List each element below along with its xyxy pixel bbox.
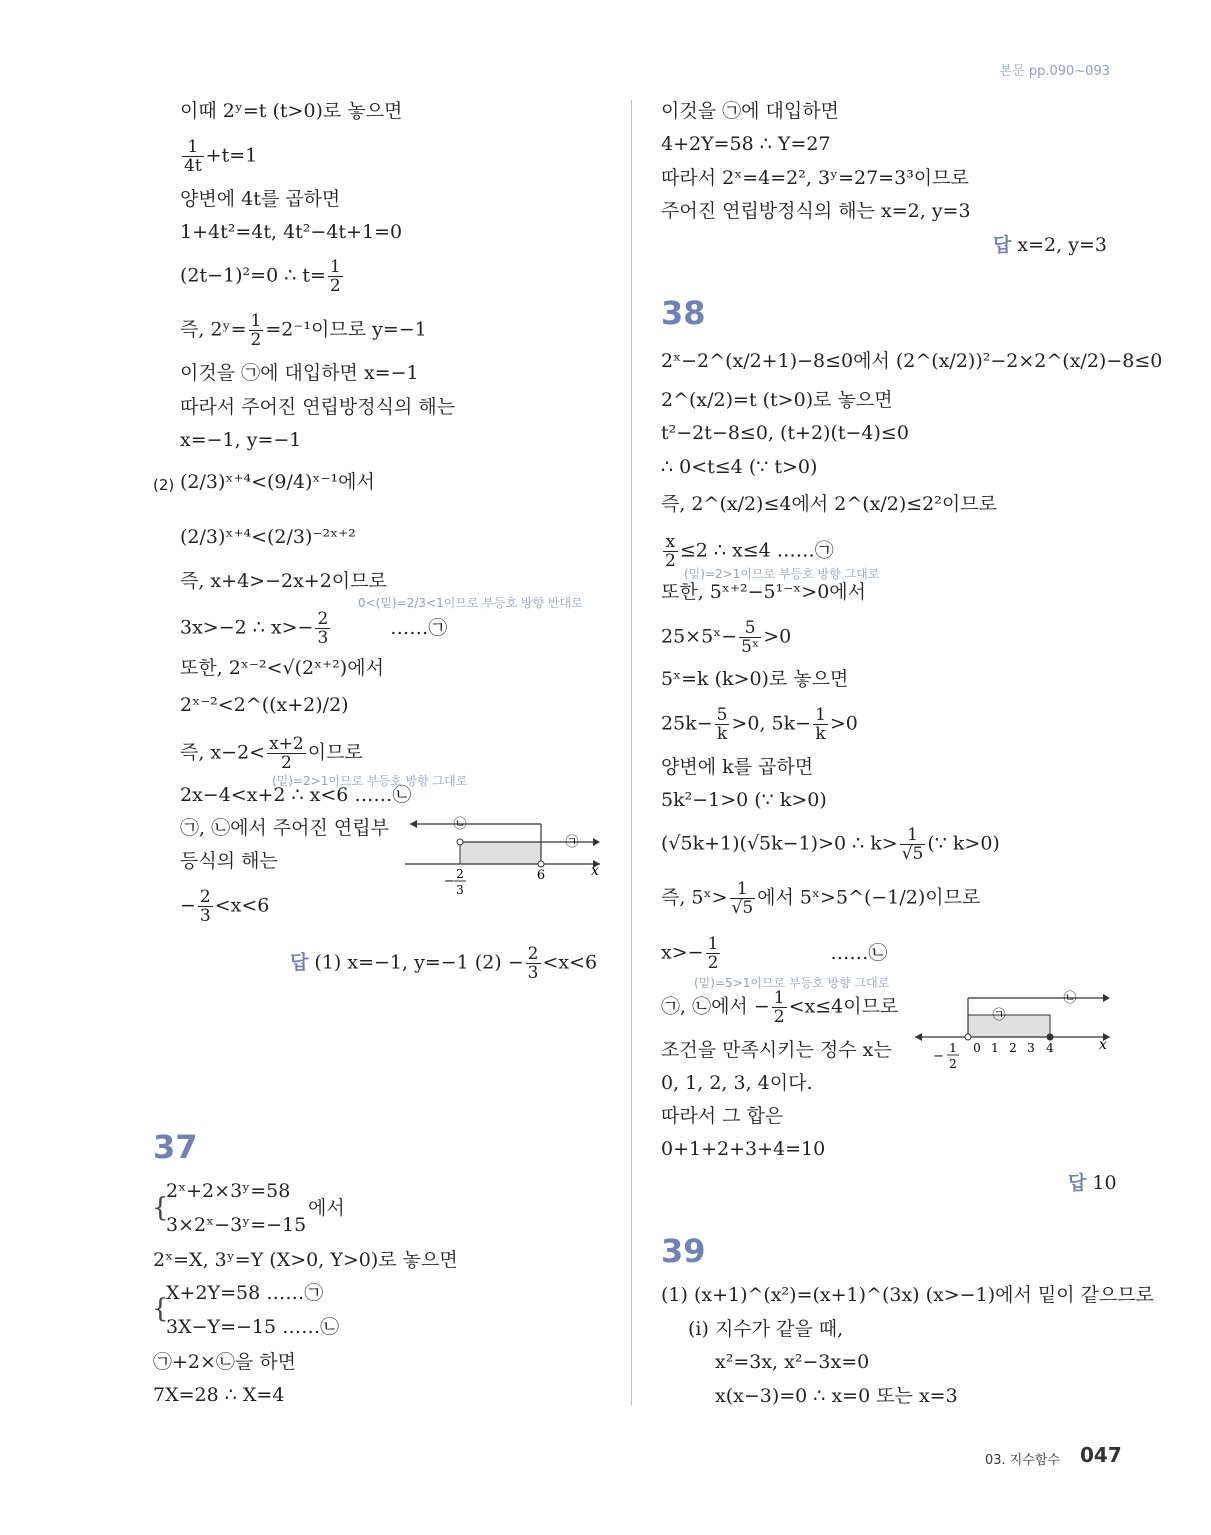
page-number: 047	[1080, 1443, 1122, 1467]
circle-label: ㉠	[992, 1008, 1006, 1023]
left-line-14: 또한, 2ˣ⁻²<√(2ˣ⁺²)에서	[180, 657, 384, 679]
axis-label: x	[591, 863, 599, 879]
left-line-17: 2x−4<x+2 ∴ x<6 ……㉡	[180, 784, 412, 806]
left-line-4: 1+4t²=4t, 4t²−4t+1=0	[180, 221, 403, 243]
tick-label: 1	[949, 1041, 957, 1055]
fraction: $\frac{2}{3}$	[199, 887, 211, 926]
answer-line: 답 10	[1068, 1172, 1117, 1194]
tick-label: 0	[973, 1041, 981, 1055]
fraction: $\frac{x}{2}$	[665, 532, 676, 571]
open-point	[965, 1034, 971, 1040]
number-line-graph	[910, 985, 1120, 1075]
p38-line-6: $\frac{x}{2}$ ≤2 ∴ x≤4 ……㉠	[665, 532, 834, 571]
brace: {	[152, 1193, 169, 1223]
closed-point	[1047, 1034, 1053, 1040]
p38-line-12: 5k²−1>0 (∵ k>0)	[661, 789, 827, 811]
solution-region	[968, 1015, 1050, 1037]
system-eq-2: 3×2ˣ−3ʸ=−15	[166, 1214, 307, 1236]
p37-line-1: 2ˣ=X, 3ʸ=Y (X>0, Y>0)로 놓으면	[153, 1249, 458, 1271]
p38-line-2: 2^(x/2)=t (t>0)로 놓으면	[661, 389, 893, 411]
p38-line-15: x>− $\frac{1}{2}$ ……㉡	[661, 934, 888, 973]
left-line-18: ㉠, ㉡에서 주어진 연립부	[180, 817, 389, 839]
tick-label: 6	[536, 868, 546, 883]
arrow-icon	[410, 820, 417, 828]
left-line-3: 양변에 4t를 곱하면	[180, 188, 341, 210]
fraction: $\frac{1}{2}$	[250, 311, 262, 350]
fraction: $\frac{2}{3}$	[527, 944, 539, 983]
arrow-icon	[1103, 994, 1110, 1002]
annotation-note: 0<(밑)=2/3<1이므로 부등호 방향 반대로	[358, 596, 583, 610]
p38-line-11: 양변에 k를 곱하면	[661, 756, 814, 778]
left-line-7: 이것을 ㉠에 대입하면 x=−1	[180, 362, 419, 384]
left-line-8: 따라서 주어진 연립방정식의 해는	[180, 396, 456, 418]
fraction: $\frac{1}{4t}$	[184, 137, 202, 176]
p38-line-7: 또한, 5ˣ⁺²−5¹⁻ˣ>0에서	[661, 581, 866, 603]
left-line-9: x=−1, y=−1	[180, 429, 302, 451]
right-line-4: 주어진 연립방정식의 해는 x=2, y=3	[661, 200, 971, 222]
problem-number: 38	[661, 294, 706, 332]
subproblem-label: (2)	[153, 476, 175, 494]
page-reference: 본문 pp.090~093	[999, 64, 1110, 79]
problem-number: 39	[661, 1232, 706, 1270]
right-line-1: 이것을 ㉠에 대입하면	[661, 100, 839, 122]
fraction: $\frac{1}{2}$	[707, 934, 719, 973]
axis-label: x	[1099, 1037, 1107, 1053]
annotation-note: (밑)=5>1이므로 부등호 방향 그대로	[694, 976, 890, 990]
p37-line-2: ㉠+2×㉡을 하면	[153, 1351, 297, 1373]
right-line-3: 따라서 2ˣ=4=2², 3ʸ=27=3³이므로	[661, 167, 969, 189]
answer-line: 답 (1) x=−1, y=−1 (2) − $\frac{2}{3}$ <x<6	[290, 944, 598, 983]
open-point	[457, 839, 463, 845]
p38-line-10: 25k− $\frac{5}{k}$ >0, 5k− $\frac{1}{k}$ >0	[661, 705, 858, 744]
system-eq-4: 3X−Y=−15 ……㉡	[166, 1316, 340, 1338]
answer-line: 답 x=2, y=3	[993, 234, 1107, 256]
tick-label: 4	[1046, 1041, 1054, 1055]
system-eq-3: X+2Y=58 ……㉠	[166, 1282, 324, 1304]
fraction: $\frac{1}{√5}$	[901, 825, 924, 864]
left-line-20: − $\frac{2}{3}$ <x<6	[180, 887, 270, 926]
left-line-10: (2/3)ˣ⁺⁴<(9/4)ˣ⁻¹에서	[180, 471, 375, 493]
arrow-icon	[593, 838, 600, 846]
fraction: $\frac{1}{√5}$	[731, 879, 754, 918]
fraction: $\frac{2}{3}$	[317, 609, 329, 648]
left-line-15: 2ˣ⁻²<2^((x+2)/2)	[180, 694, 349, 716]
left-line-2: $\frac{1}{4t}$ +t=1	[184, 137, 258, 176]
circle-label: ㉡	[453, 817, 467, 832]
tick-label: 1	[991, 1041, 999, 1055]
tick-label: 3	[456, 883, 464, 897]
left-line-1: 이때 2ʸ=t (t>0)로 놓으면	[180, 100, 403, 122]
open-point	[538, 861, 544, 867]
tick-label: 3	[1027, 1041, 1035, 1055]
p38-line-16: ㉠, ㉡에서 − $\frac{1}{2}$ <x≤4이므로	[661, 988, 899, 1027]
fraction: $\frac{1}{2}$	[773, 988, 785, 1027]
left-line-13: 3x>−2 ∴ x>− $\frac{2}{3}$ ……㉠	[180, 609, 448, 648]
solution-region	[460, 842, 541, 864]
column-divider	[631, 100, 632, 1405]
tick-label: 2	[1009, 1041, 1017, 1055]
left-line-11: (2/3)ˣ⁺⁴<(2/3)⁻²ˣ⁺²	[180, 526, 356, 548]
p38-line-18: 0, 1, 2, 3, 4이다.	[661, 1072, 813, 1094]
p39-line-3: x²=3x, x²−3x=0	[715, 1351, 870, 1373]
right-line-2: 4+2Y=58 ∴ Y=27	[661, 133, 831, 155]
p39-line-1: (1) (x+1)^(x²)=(x+1)^(3x) (x>−1)에서 밑이 같으므로	[661, 1284, 1155, 1306]
problem-number: 37	[153, 1128, 198, 1166]
system-eq-1: 2ˣ+2×3ʸ=58	[166, 1180, 291, 1202]
left-line-5: (2t−1)²=0 ∴ t= $\frac{1}{2}$	[180, 257, 341, 296]
tick-label: 2	[456, 867, 464, 881]
fraction: $\frac{x+2}{2}$	[269, 734, 304, 773]
p38-line-19: 따라서 그 합은	[661, 1105, 784, 1127]
circle-label: ㉡	[1063, 991, 1077, 1006]
p39-line-4: x(x−3)=0 ∴ x=0 또는 x=3	[715, 1385, 958, 1407]
tick-label: −	[444, 874, 455, 889]
p37-line-3: 7X=28 ∴ X=4	[153, 1384, 285, 1406]
p38-line-14: 즉, 5ˣ> $\frac{1}{√5}$ 에서 5ˣ>5^(−1/2)이므로	[661, 879, 981, 918]
p38-line-1: 2ˣ−2^(x/2+1)−8≤0에서 (2^(x/2))²−2×2^(x/2)−8≤0	[661, 350, 1163, 372]
number-line-graph	[400, 812, 610, 902]
left-line-6: 즉, 2ʸ= $\frac{1}{2}$ =2⁻¹이므로 y=−1	[180, 311, 427, 350]
system-tail: 에서	[308, 1197, 345, 1219]
p38-line-5: 즉, 2^(x/2)≤4에서 2^(x/2)≤2²이므로	[661, 493, 997, 515]
arrow-icon	[915, 1033, 922, 1041]
p38-line-4: ∴ 0<t≤4 (∵ t>0)	[661, 456, 818, 478]
brace: {	[152, 1294, 169, 1324]
fraction: $\frac{1}{2}$	[329, 257, 341, 296]
p38-line-13: (√5k+1)(√5k−1)>0 ∴ k> $\frac{1}{√5}$ (∵ k>0)	[661, 825, 1000, 864]
p38-line-17: 조건을 만족시키는 정수 x는	[661, 1039, 892, 1061]
fraction: $\frac{5}{\text{5ˣ}}$	[741, 618, 760, 657]
circle-label: ㉠	[565, 835, 579, 850]
p38-line-9: 5ˣ=k (k>0)로 놓으면	[661, 668, 849, 690]
p38-line-8: 25×5ˣ− $\frac{5}{\text{5ˣ}}$ >0	[661, 618, 792, 657]
left-line-12: 즉, x+4>−2x+2이므로	[180, 570, 387, 592]
fraction: $\frac{5}{k}$	[716, 705, 728, 744]
p38-line-3: t²−2t−8≤0, (t+2)(t−4)≤0	[661, 422, 909, 444]
p38-line-20: 0+1+2+3+4=10	[661, 1138, 826, 1160]
annotation-note: (밑)=2>1이므로 부등호 방향 그대로	[684, 567, 880, 581]
annotation-note: (밑)=2>1이므로 부등호 방향 그대로	[272, 774, 468, 788]
footer-section: 03. 지수함수	[985, 1453, 1061, 1468]
tick-label: −	[933, 1049, 944, 1064]
tick-label: 2	[949, 1057, 957, 1071]
left-line-19: 등식의 해는	[180, 850, 278, 872]
fraction: $\frac{1}{k}$	[815, 705, 826, 744]
left-line-16: 즉, x−2< $\frac{x+2}{2}$ 이므로	[180, 734, 363, 773]
p39-line-2: (i) 지수가 같을 때,	[688, 1318, 844, 1340]
